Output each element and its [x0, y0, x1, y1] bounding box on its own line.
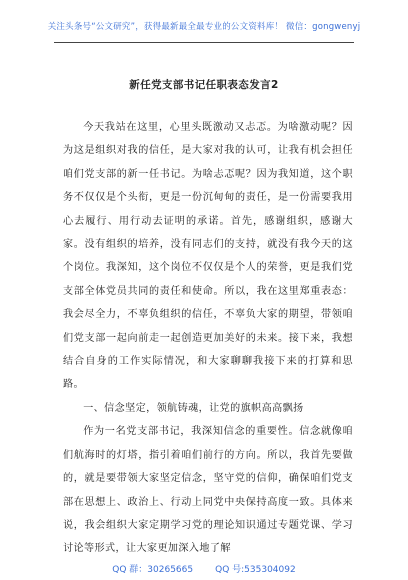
footer-qq-group: QQ 群：30265665 — [112, 565, 194, 575]
document-body — [63, 116, 353, 561]
footer-qq-number: QQ 号:535304092 — [215, 565, 296, 575]
paragraph: 作为一名党支部书记，我深知信念的重要性。信念就像咱们航海时的灯塔，指引着咱们前行的方向。所以，我首先要做的，就是要带领大家坚定信念，坚守党的信仰，确保咱们党支部在思想上、政治上、行动上同党中央保持高度一致。具体来说，我会组织大家定期学习党的理论知识通过专题党课、学习讨论等形式，让大家更加深入地了解 — [63, 426, 353, 555]
document-title: 新任党支部书记任职表态发言2 — [129, 79, 279, 91]
section-heading: 一、信念坚定，领航铸魂，让党的旗帜高高飘扬 — [83, 402, 304, 414]
header-divider — [54, 42, 354, 43]
paragraph: 今天我站在这里，心里头既激动又忐忑。为啥激动呢？因为这是组织对我的信任，是大家对我的认可，让我有机会担任咱们党支部的新一任书记。为啥忐忑呢？因为我知道，这个职务不仅仅是个头衔，更是一份沉甸甸的责任，是一份需要我用心去履行、用行动去证明的承诺。首先，感谢组织，感谢大家。没有组织的培养，没有同志们的支持，就没有我今天的这个岗位。我深知，这个岗位不仅仅是个人的荣誉，更是我们党支部全体党员共同的责任和使命。所以，我在这里郑重表态：我会尽全力，不辜负组织的信任，不辜负大家的期望，带领咱们党支部一起向前走一起创造更加美好的未来。接下来，我想结合自身的工作实际情况，和大家聊聊我接下来的打算和思路。 — [63, 122, 353, 391]
page-footer — [0, 562, 408, 575]
header-promo-text: 关注头条号“公文研究”，获得最新最全最专业的公文资料库！ 微信：gongwenyj — [47, 22, 361, 32]
page-header — [0, 0, 408, 58]
